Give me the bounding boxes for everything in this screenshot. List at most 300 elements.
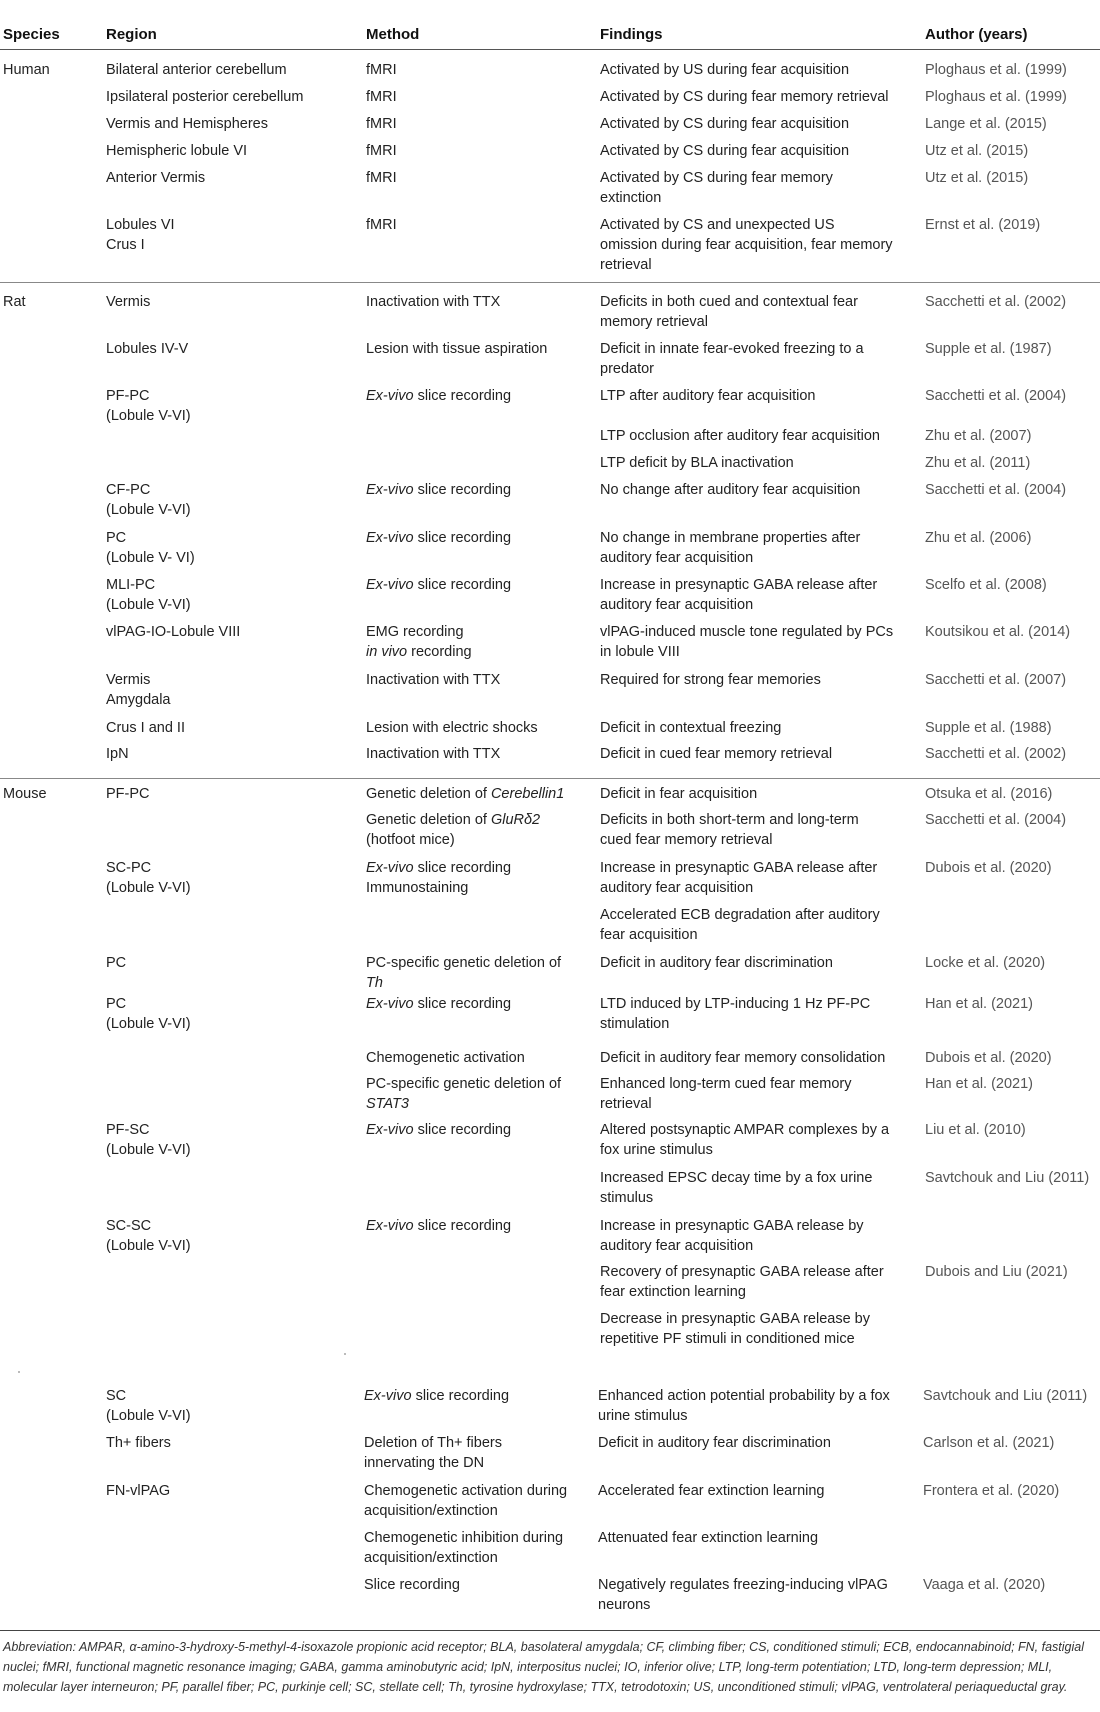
cell-author <box>923 1481 1059 1501</box>
scan-speck <box>344 1353 346 1355</box>
cell-line: fMRI <box>366 217 397 233</box>
cell-region <box>106 953 126 973</box>
cell-findings <box>600 60 849 80</box>
cell-line: Immunostaining <box>366 880 469 896</box>
cell-findings <box>600 622 893 662</box>
cell-line: fMRI <box>366 89 397 105</box>
cell-method <box>366 718 538 738</box>
cell-line: Mouse <box>3 786 47 802</box>
cell-line: Th+ fibers <box>106 1435 171 1451</box>
cell-author <box>925 528 1031 548</box>
cell-findings <box>600 1120 889 1160</box>
cell-line: Zhu et al. (2006) <box>925 530 1032 546</box>
cell-region <box>106 575 191 615</box>
cell-line: PF-SC <box>106 1122 150 1138</box>
cell-line: (Lobule V-VI) <box>106 1016 191 1032</box>
cell-line: stimulation <box>600 1016 670 1032</box>
cell-findings <box>600 953 833 973</box>
cell-line: Locke et al. (2020) <box>925 955 1046 971</box>
cell-method <box>364 1433 502 1473</box>
cell-line: Crus I <box>106 237 145 253</box>
cell-region <box>106 528 195 568</box>
cell-author <box>925 339 1052 359</box>
cell-line: Lobules IV-V <box>106 341 189 357</box>
cell-line: Savtchouk and Liu (2011) <box>923 1388 1088 1404</box>
cell-method <box>366 480 511 500</box>
cell-line: Inactivation with TTX <box>366 672 501 688</box>
cell-line: in lobule VIII <box>600 644 680 660</box>
cell-author <box>925 744 1066 764</box>
cell-findings <box>600 1074 851 1114</box>
cell-line: Ex-vivo slice recording <box>366 1122 512 1138</box>
cell-line: auditory fear acquisition <box>600 1238 754 1254</box>
cell-line: Sacchetti et al. (2007) <box>925 672 1067 688</box>
cell-line: auditory fear acquisition <box>600 597 754 613</box>
cell-author <box>925 114 1047 134</box>
header-species: Species <box>3 26 60 43</box>
cell-line: Activated by CS during fear acquisition <box>600 143 850 159</box>
cell-line: fox urine stimulus <box>600 1142 713 1158</box>
cell-line: Inactivation with TTX <box>366 746 501 762</box>
cell-line: Vermis and Hemispheres <box>106 116 268 132</box>
cell-line: Genetic deletion of Cerebellin1 <box>366 786 565 802</box>
cell-line: Liu et al. (2010) <box>925 1122 1026 1138</box>
cell-line: No change after auditory fear acquisition <box>600 482 861 498</box>
cell-author <box>925 670 1066 690</box>
cell-findings <box>600 858 877 898</box>
cell-author <box>925 426 1031 446</box>
cell-line: predator <box>600 361 655 377</box>
cell-species <box>3 292 26 312</box>
cell-line: Han et al. (2021) <box>925 996 1034 1012</box>
cell-region <box>106 339 188 359</box>
cell-findings <box>600 1309 870 1349</box>
cell-line: Zhu et al. (2011) <box>925 455 1031 471</box>
cell-line: PC-specific genetic deletion of <box>366 955 562 971</box>
cell-findings <box>600 453 794 473</box>
cell-line: LTD induced by LTP-inducing 1 Hz PF-PC <box>600 996 871 1012</box>
cell-species <box>3 60 50 80</box>
cell-line: repetitive PF stimuli in conditioned mice <box>600 1331 855 1347</box>
cell-line: Scelfo et al. (2008) <box>925 577 1047 593</box>
cell-line: Activated by CS during fear memory retrieval <box>600 89 889 105</box>
cell-line: innervating the DN <box>364 1455 485 1471</box>
cell-line: (Lobule V-VI) <box>106 1408 191 1424</box>
cell-line: Ex-vivo slice recording <box>366 577 512 593</box>
cell-method <box>366 114 397 134</box>
cell-line: Carlson et al. (2021) <box>923 1435 1055 1451</box>
cell-line: LTP occlusion after auditory fear acquisition <box>600 428 880 444</box>
cell-region <box>106 141 247 161</box>
cell-findings <box>600 784 757 804</box>
cell-line: Sacchetti et al. (2004) <box>925 812 1067 828</box>
cell-line: (Lobule V-VI) <box>106 502 191 518</box>
cell-line: PC-specific genetic deletion of <box>366 1076 562 1092</box>
cell-line: No change in membrane properties after <box>600 530 861 546</box>
cell-region <box>106 215 175 255</box>
cell-line: (Lobule V-VI) <box>106 880 191 896</box>
cell-line: extinction <box>600 190 662 206</box>
cell-author <box>925 953 1045 973</box>
cell-method <box>366 784 564 804</box>
cell-method <box>366 60 397 80</box>
cell-author <box>925 1168 1089 1188</box>
cell-findings <box>598 1575 888 1615</box>
cell-author <box>923 1386 1087 1406</box>
cell-line: Accelerated ECB degradation after auditory <box>600 907 880 923</box>
cell-line: (Lobule V-VI) <box>106 597 191 613</box>
cell-line: FN-vlPAG <box>106 1483 171 1499</box>
cell-line: fear extinction learning <box>600 1284 746 1300</box>
cell-line: Sacchetti et al. (2002) <box>925 294 1067 310</box>
cell-method <box>366 810 540 850</box>
cell-line: Amygdala <box>106 692 171 708</box>
cell-line: Deficits in both short-term and long-term <box>600 812 859 828</box>
cell-line: Ernst et al. (2019) <box>925 217 1041 233</box>
cell-line: PC <box>106 530 127 546</box>
cell-line: PC <box>106 996 127 1012</box>
cell-line: Chemogenetic activation during <box>364 1483 568 1499</box>
cell-line: Decrease in presynaptic GABA release by <box>600 1311 870 1327</box>
cell-line: Required for strong fear memories <box>600 672 821 688</box>
cell-findings <box>598 1386 890 1426</box>
cell-line: in vivo recording <box>366 644 472 660</box>
cell-line: Attenuated fear extinction learning <box>598 1530 819 1546</box>
cell-line: Frontera et al. (2020) <box>923 1483 1060 1499</box>
cell-line: (hotfoot mice) <box>366 832 455 848</box>
cell-line: auditory fear acquisition <box>600 550 754 566</box>
cell-author <box>925 1120 1026 1140</box>
table-bottom-rule <box>0 1630 1100 1631</box>
cell-line: Sacchetti et al. (2004) <box>925 482 1067 498</box>
cell-findings <box>598 1481 825 1501</box>
cell-line: memory retrieval <box>600 314 708 330</box>
cell-author <box>925 168 1028 188</box>
cell-line: EMG recording <box>366 624 464 640</box>
cell-line: Sacchetti et al. (2004) <box>925 388 1067 404</box>
cell-line: MLI-PC <box>106 577 156 593</box>
cell-line: (Lobule V-VI) <box>106 408 191 424</box>
cell-line: Activated by CS during fear acquisition <box>600 116 850 132</box>
cell-findings <box>600 1048 885 1068</box>
cell-findings <box>600 215 893 275</box>
cell-line: Deficit in auditory fear discrimination <box>598 1435 831 1451</box>
cell-line: Crus I and II <box>106 720 185 736</box>
cell-region <box>106 784 150 804</box>
cell-line: cued fear memory retrieval <box>600 832 773 848</box>
cell-line: Sacchetti et al. (2002) <box>925 746 1067 762</box>
cell-findings <box>600 810 859 850</box>
cell-author <box>925 453 1030 473</box>
cell-line: omission during fear acquisition, fear memory <box>600 237 893 253</box>
cell-line: Inactivation with TTX <box>366 294 501 310</box>
cell-method <box>364 1528 563 1568</box>
cell-line: Enhanced action potential probability by a fox <box>598 1388 890 1404</box>
cell-line: Deficit in fear acquisition <box>600 786 758 802</box>
cell-line: Lange et al. (2015) <box>925 116 1047 132</box>
cell-author <box>925 87 1067 107</box>
cell-method <box>366 339 547 359</box>
cell-author <box>925 858 1052 878</box>
cell-method <box>366 87 397 107</box>
cell-line: fMRI <box>366 143 397 159</box>
cell-author <box>923 1433 1054 1453</box>
cell-line: Th <box>366 975 383 991</box>
cell-line: (Lobule V-VI) <box>106 1238 191 1254</box>
cell-line: Deficit in auditory fear memory consolidation <box>600 1050 886 1066</box>
cell-line: STAT3 <box>366 1096 409 1112</box>
cell-line: Utz et al. (2015) <box>925 143 1029 159</box>
cell-line: fMRI <box>366 116 397 132</box>
cell-line: Dubois et al. (2020) <box>925 1050 1052 1066</box>
cell-line: PF-PC <box>106 786 150 802</box>
scan-speck <box>18 1371 20 1373</box>
cell-method <box>366 292 500 312</box>
cell-findings <box>600 1262 884 1302</box>
cell-line: Deficit in cued fear memory retrieval <box>600 746 833 762</box>
cell-findings <box>600 292 858 332</box>
cell-region <box>106 1120 191 1160</box>
cell-line: Savtchouk and Liu (2011) <box>925 1170 1090 1186</box>
cell-line: fMRI <box>366 170 397 186</box>
cell-line: Ploghaus et al. (1999) <box>925 62 1067 78</box>
cell-region <box>106 744 129 764</box>
cell-findings <box>600 480 860 500</box>
cell-line: acquisition/extinction <box>364 1550 498 1566</box>
cell-findings <box>600 114 849 134</box>
cell-line: IpN <box>106 746 129 762</box>
cell-species <box>3 784 47 804</box>
cell-findings <box>598 1433 831 1453</box>
cell-findings <box>600 528 860 568</box>
cell-line: Dubois and Liu (2021) <box>925 1264 1068 1280</box>
cell-line: vlPAG-induced muscle tone regulated by PCs <box>600 624 894 640</box>
cell-region <box>106 718 185 738</box>
cell-line: auditory fear acquisition <box>600 880 754 896</box>
cell-line: Altered postsynaptic AMPAR complexes by a <box>600 1122 890 1138</box>
cell-region <box>106 1216 191 1256</box>
cell-author <box>925 386 1066 406</box>
cell-line: stimulus <box>600 1190 654 1206</box>
cell-line: Human <box>3 62 50 78</box>
cell-method <box>364 1575 460 1595</box>
cell-line: Activated by CS and unexpected US <box>600 217 835 233</box>
cell-findings <box>600 1216 864 1256</box>
cell-author <box>925 575 1047 595</box>
cell-line: Supple et al. (1987) <box>925 341 1052 357</box>
cell-findings <box>600 575 877 615</box>
cell-line: Ipsilateral posterior cerebellum <box>106 89 304 105</box>
cell-line: Ex-vivo slice recording <box>364 1388 510 1404</box>
cell-findings <box>600 87 889 107</box>
cell-line: Utz et al. (2015) <box>925 170 1029 186</box>
cell-line: Ploghaus et al. (1999) <box>925 89 1067 105</box>
cell-line: urine stimulus <box>598 1408 688 1424</box>
cell-line: retrieval <box>600 1096 652 1112</box>
cell-line: Increased EPSC decay time by a fox urine <box>600 1170 873 1186</box>
cell-findings <box>598 1528 818 1548</box>
cell-method <box>366 953 561 993</box>
cell-line: Otsuka et al. (2016) <box>925 786 1053 802</box>
cell-region <box>106 1433 171 1453</box>
cell-findings <box>600 386 815 406</box>
cell-author <box>925 994 1033 1014</box>
cell-method <box>366 1216 511 1236</box>
cell-author <box>925 1262 1068 1282</box>
cell-method <box>366 744 500 764</box>
cell-line: Increase in presynaptic GABA release after <box>600 860 878 876</box>
cell-region <box>106 480 191 520</box>
cell-author <box>925 60 1067 80</box>
cell-region <box>106 292 150 312</box>
cell-line: Vermis <box>106 672 151 688</box>
cell-line: Activated by US during fear acquisition <box>600 62 850 78</box>
cell-line: Bilateral anterior cerebellum <box>106 62 287 78</box>
cell-line: Ex-vivo slice recording <box>366 388 512 404</box>
cell-line: (Lobule V- VI) <box>106 550 195 566</box>
cell-region <box>106 622 240 642</box>
cell-region <box>106 386 191 426</box>
cell-line: Ex-vivo slice recording <box>366 996 512 1012</box>
cell-method <box>366 994 511 1014</box>
header-findings: Findings <box>600 26 663 43</box>
cell-line: Negatively regulates freezing-inducing vlPAG <box>598 1577 888 1593</box>
header-region: Region <box>106 26 157 43</box>
cell-line: SC <box>106 1388 127 1404</box>
cell-line: Chemogenetic inhibition during <box>364 1530 564 1546</box>
header-author: Author (years) <box>925 26 1028 43</box>
cell-line: Ex-vivo slice recording <box>366 530 512 546</box>
cell-line: Slice recording <box>364 1577 460 1593</box>
cell-line: PF-PC <box>106 388 150 404</box>
abbreviation-footnote: Abbreviation: AMPAR, α-amino-3-hydroxy-5-methyl-4-isoxazole propionic acid receptor; BLA, basolateral amygdala; CF, climbing fiber; CS, conditioned stimuli; ECB, endocannabinoid; FN, fastigial nuclei; fMRI, functional magnetic resonance imaging; GABA, gamma aminobutyric acid; IpN, interpositus nuclei; IO, inferior olive; LTP, long-term potentiation; LTD, long-term depression; MLI, molecular layer interneuron; PF, parallel fiber; PC, purkinje cell; SC, stellate cell; Th, tyrosine hydroxylase; TTX, tetrodotoxin; US, unconditioned stimuli; vlPAG, ventrolateral periaqueductal gray. <box>3 1640 1085 1694</box>
cell-findings <box>600 426 880 446</box>
cell-line: CF-PC <box>106 482 151 498</box>
cell-method <box>366 168 397 188</box>
cell-line: Rat <box>3 294 26 310</box>
cell-method <box>366 858 511 898</box>
cell-findings <box>600 1168 872 1208</box>
cell-line: Han et al. (2021) <box>925 1076 1034 1092</box>
cell-method <box>366 575 511 595</box>
cell-line: fear acquisition <box>600 927 698 943</box>
cell-line: retrieval <box>600 257 652 273</box>
cell-author <box>923 1575 1045 1595</box>
cell-region <box>106 87 303 107</box>
cell-findings <box>600 670 821 690</box>
group-divider-mouse <box>0 778 1100 779</box>
table-header <box>0 0 1100 50</box>
cell-line: Genetic deletion of GluRδ2 <box>366 812 541 828</box>
cell-line: LTP deficit by BLA inactivation <box>600 455 794 471</box>
cell-line: Ex-vivo slice recording <box>366 1218 512 1234</box>
cell-author <box>925 292 1066 312</box>
cell-line: acquisition/extinction <box>364 1503 498 1519</box>
cell-line: Vaaga et al. (2020) <box>923 1577 1046 1593</box>
cell-method <box>366 1048 525 1068</box>
cell-findings <box>600 339 864 379</box>
cell-region <box>106 114 268 134</box>
cell-method <box>364 1386 509 1406</box>
cell-line: Vermis <box>106 294 151 310</box>
cell-author <box>925 810 1066 830</box>
cell-line: Deficit in innate fear-evoked freezing to a <box>600 341 864 357</box>
cell-line: Activated by CS during fear memory <box>600 170 833 186</box>
cell-region <box>106 1481 170 1501</box>
cell-author <box>925 480 1066 500</box>
cell-line: Koutsikou et al. (2014) <box>925 624 1071 640</box>
cell-method <box>366 622 472 662</box>
cell-region <box>106 60 287 80</box>
cell-region <box>106 168 205 188</box>
cell-region <box>106 858 191 898</box>
cell-line: PC <box>106 955 127 971</box>
cell-line: Hemispheric lobule VI <box>106 143 248 159</box>
cell-line: Increase in presynaptic GABA release after <box>600 577 878 593</box>
cell-line: Deficits in both cued and contextual fear <box>600 294 858 310</box>
cell-author <box>925 718 1052 738</box>
cell-region <box>106 994 191 1034</box>
cell-author <box>925 215 1040 235</box>
cell-region <box>106 670 170 710</box>
cell-findings <box>600 905 880 945</box>
cell-line: Lobules VI <box>106 217 175 233</box>
cell-line: SC-PC <box>106 860 152 876</box>
cell-method <box>366 1120 511 1140</box>
cell-method <box>366 670 500 690</box>
cell-line: Dubois et al. (2020) <box>925 860 1052 876</box>
cell-region <box>106 1386 191 1426</box>
cell-author <box>925 784 1052 804</box>
cell-line: Ex-vivo slice recording <box>366 482 512 498</box>
cell-line: Ex-vivo slice recording <box>366 860 512 876</box>
header-method: Method <box>366 26 420 43</box>
cell-findings <box>600 141 849 161</box>
cell-method <box>366 528 511 548</box>
cell-line: Lesion with tissue aspiration <box>366 341 548 357</box>
cell-author <box>925 141 1028 161</box>
cell-line: Chemogenetic activation <box>366 1050 525 1066</box>
cell-line: Increase in presynaptic GABA release by <box>600 1218 864 1234</box>
cell-line: Deletion of Th+ fibers <box>364 1435 502 1451</box>
cell-line: Supple et al. (1988) <box>925 720 1052 736</box>
cell-line: Deficit in contextual freezing <box>600 720 782 736</box>
cell-method <box>366 386 511 406</box>
cell-line: Enhanced long-term cued fear memory <box>600 1076 852 1092</box>
cell-author <box>925 622 1070 642</box>
cell-line: Lesion with electric shocks <box>366 720 538 736</box>
cell-line: vlPAG-IO-Lobule VIII <box>106 624 241 640</box>
cell-line: Deficit in auditory fear discrimination <box>600 955 833 971</box>
cell-line: LTP after auditory fear acquisition <box>600 388 816 404</box>
cell-findings <box>600 744 832 764</box>
cell-method <box>366 215 397 235</box>
cell-method <box>364 1481 567 1521</box>
cell-author <box>925 1048 1052 1068</box>
group-divider-rat <box>0 282 1100 283</box>
cell-method <box>366 1074 561 1114</box>
cell-findings <box>600 168 833 208</box>
cell-line: SC-SC <box>106 1218 152 1234</box>
cell-line: Zhu et al. (2007) <box>925 428 1032 444</box>
cell-line: Accelerated fear extinction learning <box>598 1483 825 1499</box>
cell-line: fMRI <box>366 62 397 78</box>
cell-findings <box>600 718 781 738</box>
cell-findings <box>600 994 870 1034</box>
cell-line: (Lobule V-VI) <box>106 1142 191 1158</box>
cell-line: Anterior Vermis <box>106 170 206 186</box>
cell-line: Recovery of presynaptic GABA release after <box>600 1264 884 1280</box>
